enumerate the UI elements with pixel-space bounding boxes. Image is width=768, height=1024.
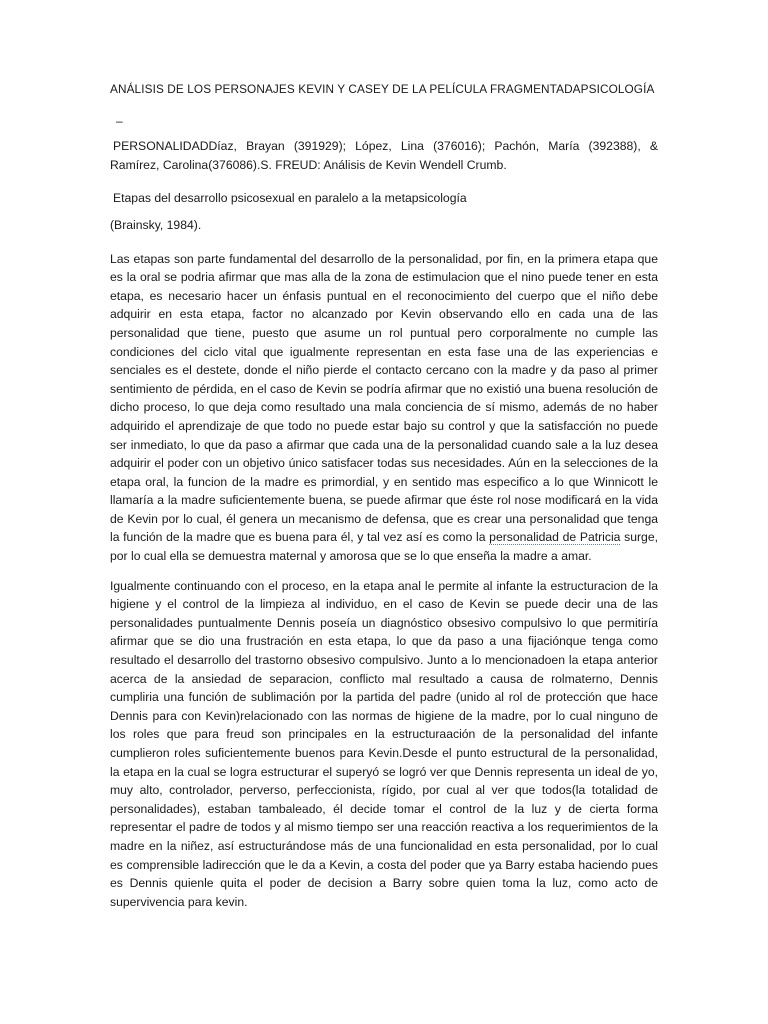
authors-line: PERSONALIDADDíaz, Brayan (391929); López, Lina (376016); Pachón, María (392388), & Ramírez, Carolina(376086).S. FREUD: Análisis de Kevin Wendell Crumb. [110, 139, 658, 172]
paragraph-oral-stage-text-a: Las etapas son parte fundamental del desarrollo de la personalidad, por fin, en la primera etapa que es la oral se podria afirmar que mas alla de la zona de estimulacion que el nino puede tener en esta etapa, es necesario hacer un énfasis puntual en el reconocimiento del cuerpo que el niño debe adquirir en esta etapa, factor no alcanzado por Kevin observando ello en cada una de las personalidad que tiene, puesto que asume un rol puntual pero corporalmente no cumple las condiciones del ciclo vital que igualmente representan en esta fase una de las experiencias e senciales es el destete, donde el niño pierde el contacto cercano con la madre y da paso al primer sentimiento de pérdida, en el caso de Kevin se podría afirmar que no existió una buena resolución de dicho proceso, lo que deja como resultado una mala conciencia de sí mismo, además de no haber adquirido el aprendizaje de que todo no puede estar bajo su control y que la satisfacción no puede ser inmediato, lo que da paso a afirmar que cada una de la personalidad cuando sale a la luz desea adquirir el poder con un objetivo único satisfacer todas sus necesidades. Aún en la selecciones de la etapa oral, la funcion de la madre es primordial, y en sentido mas especifico a lo que Winnicott le llamaría a la madre suficientemente buena, se puede afirmar que éste rol nose modificará en la vida de Kevin por lo cual, él genera un mecanismo de defensa, que es crear una personalidad que tenga la función de la madre que es buena para él, y tal vez así es como la [110, 251, 658, 545]
title-dash: – [116, 113, 123, 128]
paragraph-oral-stage [110, 250, 658, 566]
highlighted-link-patricia[interactable]: personalidad de Patricia [489, 530, 621, 545]
paragraph-oral-stage-text-b: surge, por lo cual ella se demuestra maternal y amorosa que se lo que enseña la madre a amar. [110, 530, 658, 564]
document-page [110, 80, 658, 922]
paragraph-anal-stage: Igualmente continuando con el proceso, en la etapa anal le permite al infante la estructuracion de la higiene y el control de la limpieza al individuo, en el caso de Kevin se puede decir una de las personalidades puntualmente Dennis poseía un diagnóstico obsesivo compulsivo lo que permitiría afirmar que se dio una frustración en esta etapa, lo que da paso a una fijaciónque tenga como resultado el desarrollo del trastorno obsesivo compulsivo. Junto a lo mencionadoen la etapa anterior acerca de la ansiedad de separacion, conflicto mal resultado a causa de rolmaterno, Dennis cumpliria una función de sublimación por la partida del padre (unido al rol de protección que hace Dennis para con Kevin)relacionado con las normas de higiene de la madre, por lo cual ninguno de los roles que para freud son principales en la estructuraación de la personalidad del infante cumplieron roles suficientemente buenos para Kevin.Desde el punto estructural de la personalidad, la etapa en la cual se logra estructurar el superyó se logró ver que Dennis representa un ideal de yo, muy alto, controlador, perverso, perfeccionista, rígido, por cual al ver que todos(la totalidad de personalidades), estaban tambaleado, él decide tomar el control de la luz y de cierta forma representar el padre de todos y al mismo tiempo ser una reacción reactiva a los requerimientos de la madre en la niñez, así estructurándose más de una funcionalidad en esta personalidad, por lo cual es comprensible ladirección que le da a Kevin, a costa del poder que ya Barry estaba haciendo pues es Dennis quienle quita el poder de decision a Barry sobre quien toma la luz, como acto de supervivencia para kevin. [110, 578, 658, 909]
section-subtitle: Etapas del desarrollo psicosexual en paralelo a la metapsicología [113, 191, 467, 206]
document-title: ANÁLISIS DE LOS PERSONAJES KEVIN Y CASEY DE LA PELÍCULA FRAGMENTADAPSICOLOGÍA [110, 82, 655, 96]
citation: (Brainsky, 1984). [110, 217, 202, 232]
